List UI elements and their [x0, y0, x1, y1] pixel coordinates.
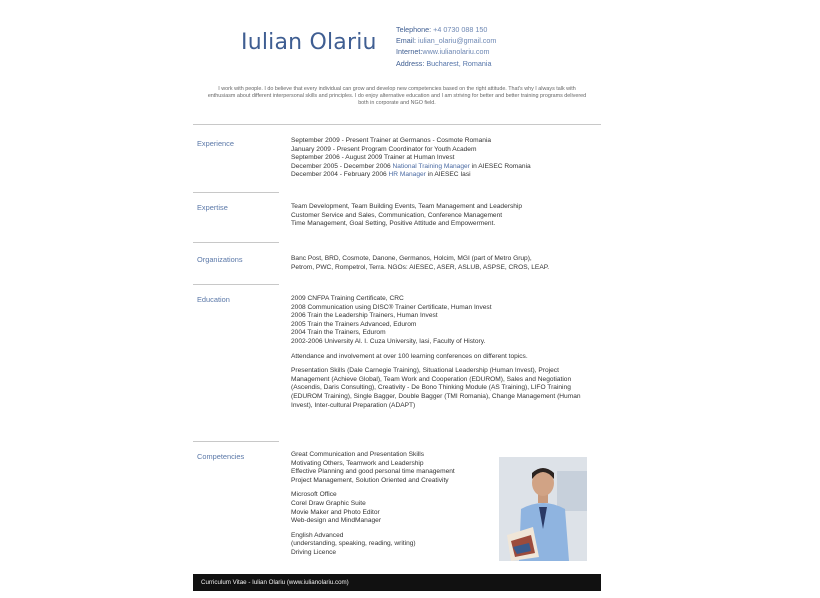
software-item: Web-design and MindManager [291, 517, 382, 525]
cv-page [193, 0, 601, 598]
contact-internet: Internet:www.iulianolariu.com [396, 47, 490, 57]
education-item: 2005 Train the Trainers Advanced, Edurom [291, 320, 417, 328]
expertise-item: Team Development, Team Building Events, Team Management and Leadership [291, 203, 523, 210]
section-divider [193, 242, 279, 243]
experience-item: September 2009 - Present Trainer at Germanos - Cosmote Romania [291, 137, 492, 144]
competency-item: Motivating Others, Teamwork and Leadership [291, 459, 424, 467]
software-item: Corel Draw Graphic Suite [291, 499, 366, 507]
competencies-list [291, 451, 496, 558]
section-label-experience: Experience [197, 139, 234, 148]
education-item: 2009 CNFPA Training Certificate, CRC [291, 295, 404, 302]
contact-phone: Telephone: +4 0730 088 150 [396, 25, 488, 34]
education-attendance: Attendance and involvement at over 100 learning conferences on different topics. [291, 352, 528, 360]
section-label-education: Education [197, 295, 230, 304]
section-divider [193, 441, 279, 442]
expertise-item: Customer Service and Sales, Communication, Conference Management [291, 211, 503, 219]
intro-paragraph: I work with people. I do believe that every individual can grow and develop new competencies based on the right attitude. That's why I always talk with enthusiasm about different interpersonal skills and principles. I do enjoy alternative education and I am striving for better and better training programs delivered both in corporate and NGO field. [207, 86, 587, 107]
education-item: 2004 Train the Trainers, Edurom [291, 329, 386, 337]
education-skills: Presentation Skills (Dale Carnegie Training), Situational Leadership (Human Invest), Project Management (Achieve Global), Team Work and Cooperation (EDUROM), Sales and Negotiation (Ascendis, Daris Consulting), Creativity - De Bono Thinking Module (AS Training), LIFO Training (EDUROM Training), Single Bagger, Double Bagger (TMI Romania), Change Management (Human Invest), Inter-cultural Preparation (ADAPT) [291, 367, 581, 409]
software-item: Microsoft Office [291, 491, 337, 499]
contact-block [396, 24, 496, 69]
competency-item: Project Management, Solution Oriented and Creativity [291, 476, 449, 484]
experience-item: September 2006 - August 2009 Trainer at Human Invest [291, 154, 455, 162]
education-item: 2002-2006 University Al. I. Cuza University, Iasi, Faculty of History. [291, 337, 486, 345]
language-item: (understanding, speaking, reading, writing) [291, 540, 416, 548]
section-label-expertise: Expertise [197, 203, 228, 212]
language-item: English Advanced [291, 531, 344, 539]
person-photo-illustration [499, 457, 587, 561]
contact-address: Address: Bucharest, Romania [396, 58, 492, 68]
contact-email: Email: iulian_olariu@gmail.com [396, 36, 497, 46]
experience-item: December 2004 - February 2006 HR Manager in AIESEC Iasi [291, 171, 471, 179]
competency-item: Effective Planning and good personal time management [291, 468, 455, 476]
education-list [291, 295, 591, 410]
person-name: Iulian Olariu [241, 30, 377, 55]
education-item: 2008 Communication using DISC® Trainer Certificate, Human Invest [291, 303, 492, 311]
section-divider [193, 124, 601, 125]
experience-item: January 2009 - Present Program Coordinator for Youth Academ [291, 145, 477, 153]
organizations-item: Petrom, PWC, Rompetrol, Terra. NGOs: AIESEC, ASER, ASLUB, ASPSE, CROS, LEAP. [291, 263, 550, 271]
organizations-list [291, 255, 591, 272]
section-divider [193, 192, 279, 193]
section-divider [193, 284, 279, 285]
section-label-competencies: Competencies [197, 452, 245, 461]
competency-item: Great Communication and Presentation Skills [291, 451, 425, 458]
organizations-item: Banc Post, BRD, Cosmote, Danone, Germanos, Holcim, MGI (part of Metro Grup), [291, 255, 532, 262]
expertise-list [291, 203, 591, 229]
language-item: Driving Licence [291, 548, 337, 556]
experience-list [291, 137, 591, 180]
software-item: Movie Maker and Photo Editor [291, 508, 380, 516]
section-label-organizations: Organizations [197, 255, 243, 264]
education-item: 2006 Train the Leadership Trainers, Human Invest [291, 312, 438, 320]
experience-item: December 2005 - December 2006 National Training Manager in AIESEC Romania [291, 162, 531, 170]
footer-bar: Curriculum Vitae - Iulian Olariu (www.iulianolariu.com) [193, 574, 601, 591]
expertise-item: Time Management, Goal Setting, Positive Attitude and Empowerment. [291, 220, 496, 228]
profile-photo [499, 457, 587, 561]
